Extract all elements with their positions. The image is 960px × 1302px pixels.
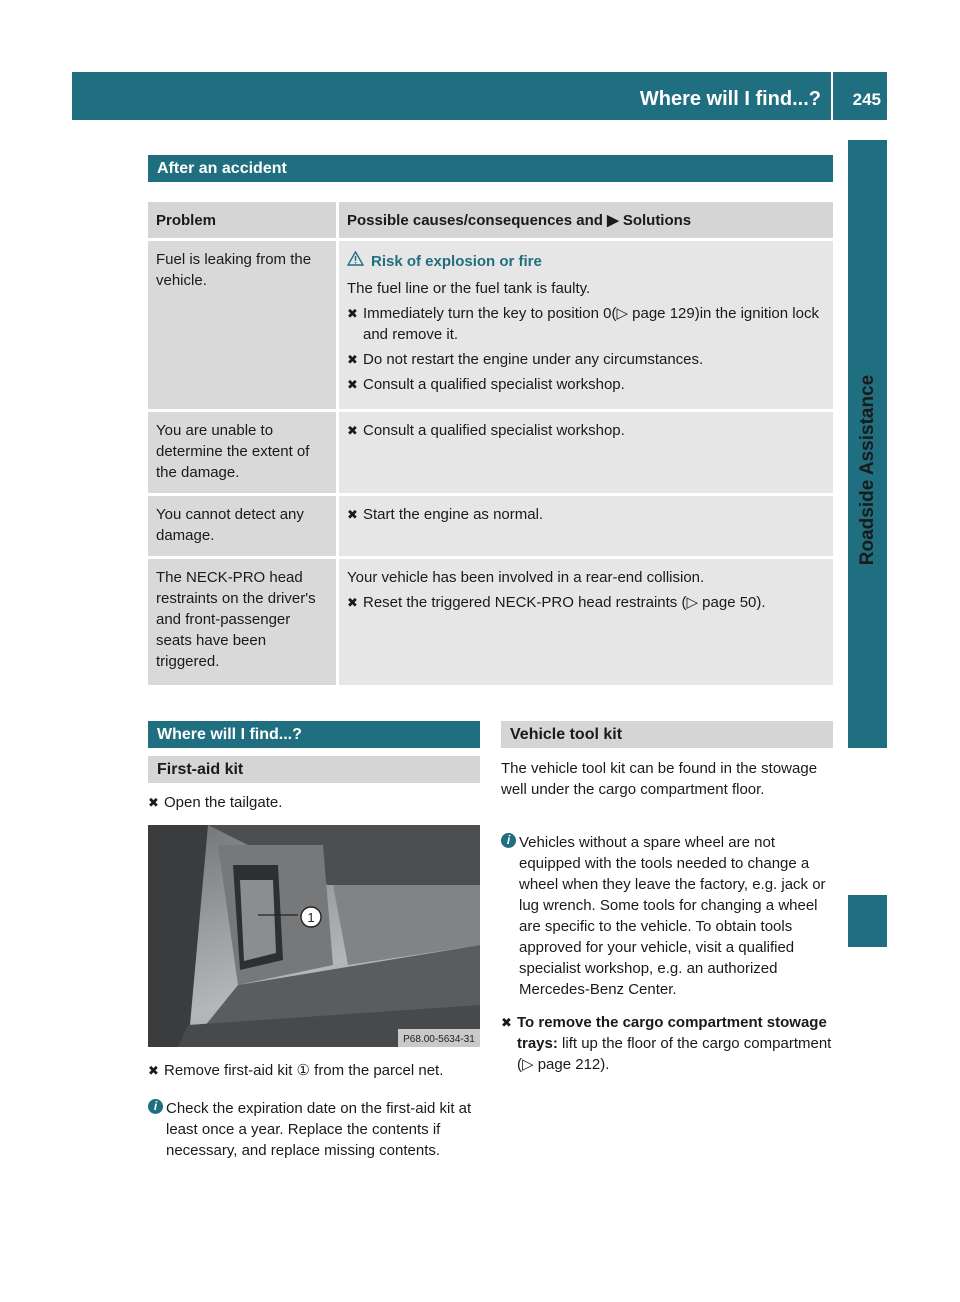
solution-cell — [339, 241, 833, 409]
list-item: ✖ Open the tailgate. — [148, 794, 283, 811]
cause-text: Your vehicle has been involved in a rear-end collision. — [347, 569, 705, 586]
warning-triangle-icon — [347, 251, 371, 272]
table-row — [148, 412, 833, 493]
section-title-where-find: Where will I find...? — [148, 721, 480, 748]
problem-cell: You are unable to determine the extent of the damage. — [148, 412, 339, 493]
arrow-icon: ✖ — [347, 595, 358, 610]
list-item: ✖ Consult a qualified specialist workshop. — [347, 422, 625, 439]
warning-heading: Risk of explosion or fire — [347, 251, 825, 272]
section-title-tool-kit: Vehicle tool kit — [501, 721, 833, 748]
column-header-problem: Problem — [148, 202, 339, 238]
arrow-icon: ✖ — [347, 507, 358, 522]
arrow-icon: ✖ — [347, 352, 358, 367]
column-header-solutions: Possible causes/consequences and ▶ Solutions — [339, 202, 833, 238]
info-icon: i — [148, 1099, 163, 1114]
table-row — [148, 241, 833, 409]
list-item: ✖ Do not restart the engine under any circumstances. — [347, 351, 704, 368]
info-note: i Check the expiration date on the first-aid kit at least once a year. Replace the contents if necessary, and replace missing contents. — [148, 1098, 480, 1161]
intro-text: The vehicle tool kit can be found in the stowage well under the cargo compartment floor. — [501, 760, 818, 798]
callout-number: 1 — [307, 910, 315, 925]
page-number: 245 — [852, 90, 881, 109]
solution-cell — [339, 559, 833, 685]
arrow-icon: ✖ — [148, 1063, 159, 1078]
accident-table — [148, 199, 833, 688]
subsection-title-first-aid: First-aid kit — [148, 756, 480, 783]
arrow-icon: ✖ — [347, 377, 358, 392]
list-item: ✖ To remove the cargo compartment stowage trays: lift up the floor of the cargo compartment (▷ page 212). — [501, 1014, 832, 1073]
header-divider — [831, 72, 833, 120]
arrow-icon: ✖ — [148, 795, 159, 810]
list-item: ✖ Reset the triggered NECK-PRO head restraints (▷ page 50). — [347, 594, 766, 611]
solution-cell — [339, 496, 833, 556]
table-row — [148, 559, 833, 685]
problem-cell: The NECK-PRO head restraints on the driver's and front-passenger seats have been triggered. — [148, 559, 339, 685]
section-title-after-accident: After an accident — [148, 155, 833, 182]
table-header-row — [148, 202, 833, 238]
problem-cell: Fuel is leaking from the vehicle. — [148, 241, 339, 409]
cause-text: The fuel line or the fuel tank is faulty. — [347, 280, 591, 297]
cargo-illustration — [148, 825, 480, 1047]
cargo-photo — [148, 825, 480, 1047]
list-item: ✖ Immediately turn the key to position 0(▷ page 129)in the ignition lock and remove it. — [347, 305, 819, 343]
arrow-icon: ✖ — [347, 423, 358, 438]
list-item: ✖ Remove first-aid kit ① from the parcel net. — [148, 1062, 444, 1079]
problem-cell: You cannot detect any damage. — [148, 496, 339, 556]
page-header — [72, 72, 887, 120]
table-row — [148, 496, 833, 556]
list-item: ✖ Start the engine as normal. — [347, 506, 544, 523]
side-marker — [848, 895, 887, 947]
solution-cell — [339, 412, 833, 493]
list-item: ✖ Consult a qualified specialist workshop. — [347, 376, 625, 393]
info-icon: i — [501, 833, 516, 848]
header-title: Where will I find...? — [639, 88, 821, 110]
arrow-icon: ✖ — [501, 1015, 512, 1030]
arrow-icon: ✖ — [347, 306, 358, 321]
info-note: i Vehicles without a spare wheel are not equipped with the tools needed to change a wheel when they leave the factory, e.g. jack or lug wrench. Some tools for changing a wheel are specific to the vehicle. To obtain tools approved for your vehicle, visit a qualified specialist workshop, e.g. an authorized Mercedes-Benz Center. — [501, 832, 834, 1000]
image-code: P68.00-5634-31 — [403, 1034, 475, 1045]
